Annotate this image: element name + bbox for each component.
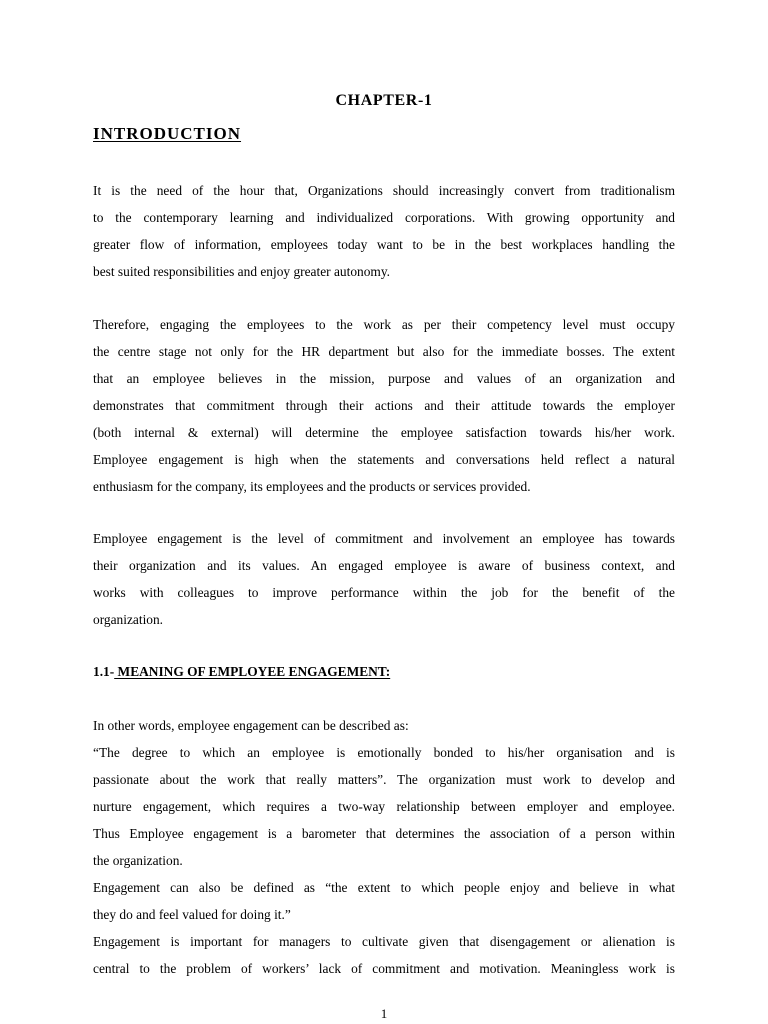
paragraph-line: central to the problem of workers’ lack of commitment and motivation. Meaningless work is [93,961,675,976]
chapter-title: INTRODUCTION [93,124,242,143]
chapter-label [0,92,768,110]
paragraph-line: organization. [93,612,164,627]
paragraph-line: greater flow of information, employees today want to be in the best workplaces handling the [93,237,675,252]
chapter-label-text: CHAPTER-1 [335,92,433,109]
paragraph-line: Therefore, engaging the employees to the work as per their competency level must occupy [93,317,675,332]
paragraph-line: to the contemporary learning and individualized corporations. With growing opportunity and [93,210,675,225]
paragraph-line: Engagement can also be defined as “the extent to which people enjoy and believe in what [93,880,675,895]
paragraph-line: enthusiasm for the company, its employees and the products or services provided. [93,479,531,494]
paragraph-line: best suited responsibilities and enjoy greater autonomy. [93,264,391,279]
paragraph-line: the centre stage not only for the HR department but also for the immediate bosses. The extent [93,344,675,359]
paragraph-line: Engagement is important for managers to cultivate given that disengagement or alienation is [93,934,675,949]
section-number: 1.1- [93,664,115,679]
paragraph-line: “The degree to which an employee is emotionally bonded to his/her organisation and is [93,745,675,760]
paragraph-1 [93,177,675,285]
page-number: 1 [380,1006,388,1021]
paragraph-line: nurture engagement, which requires a two-way relationship between employer and employee. [93,799,675,814]
paragraph-line: that an employee believes in the mission, purpose and values of an organization and [93,371,675,386]
paragraph-2 [93,311,675,500]
paragraph-line: demonstrates that commitment through their actions and their attitude towards the employer [93,398,675,413]
paragraph-line: passionate about the work that really matters”. The organization must work to develop and [93,772,675,787]
section-heading [93,662,390,682]
paragraph-line: their organization and its values. An engaged employee is aware of business context, and [93,558,675,573]
paragraph-line: Thus Employee engagement is a barometer that determines the association of a person within [93,826,675,841]
paragraph-3 [93,525,675,633]
paragraph-line: Employee engagement is the level of commitment and involvement an employee has towards [93,531,675,546]
paragraph-line: the organization. [93,853,183,868]
paragraph-line: In other words, employee engagement can be described as: [93,718,409,733]
paragraph-line: (both internal & external) will determine the employee satisfaction towards his/her work. [93,425,675,440]
paragraph-line: Employee engagement is high when the statements and conversations held reflect a natural [93,452,675,467]
section-title: MEANING OF EMPLOYEE ENGAGEMENT: [114,664,391,679]
section-body [93,712,675,982]
paragraph-line: It is the need of the hour that, Organizations should increasingly convert from traditionalism [93,183,675,198]
paragraph-line: works with colleagues to improve performance within the job for the benefit of the [93,585,675,600]
paragraph-line: they do and feel valued for doing it.” [93,907,291,922]
